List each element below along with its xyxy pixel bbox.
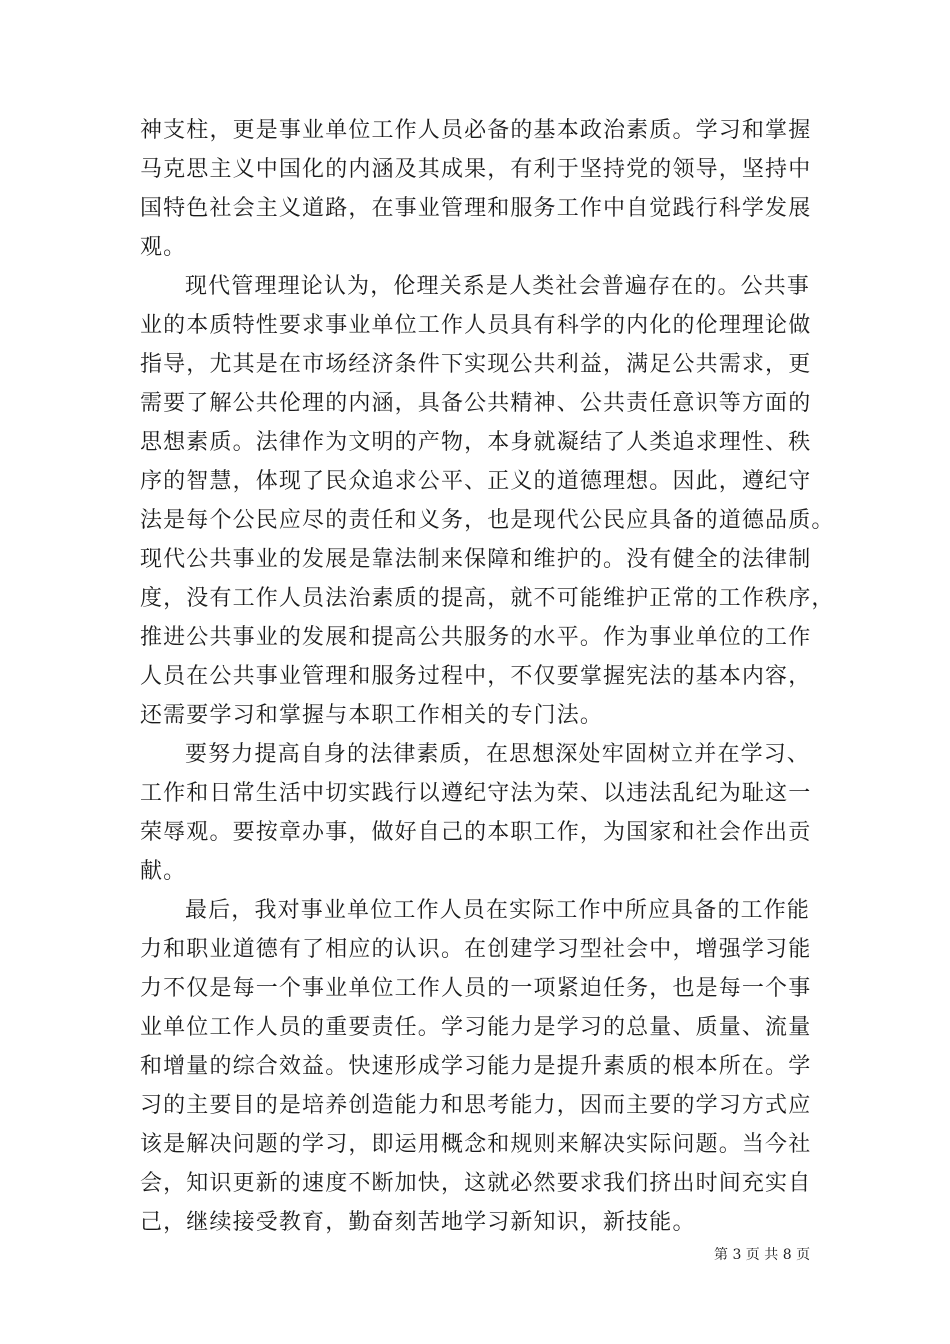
- text-line: 和增量的综合效益。快速形成学习能力是提升素质的根本所在。学: [140, 1054, 812, 1079]
- text-line: 观。: [140, 235, 187, 260]
- text-line: 指导，尤其是在市场经济条件下实现公共利益，满足公共需求，更: [140, 352, 812, 377]
- text-line: 人员在公共事业管理和服务过程中，不仅要掌握宪法的基本内容，: [140, 664, 812, 689]
- text-line: 神支柱，更是事业单位工作人员必备的基本政治素质。学习和掌握: [140, 118, 812, 143]
- text-line: 献。: [140, 859, 187, 884]
- text-line: 该是解决问题的学习，即运用概念和规则来解决实际问题。当今社: [140, 1132, 812, 1157]
- text-line: 马克思主义中国化的内涵及其成果，有利于坚持党的领导，坚持中: [140, 157, 812, 182]
- text-line: 推进公共事业的发展和提高公共服务的水平。作为事业单位的工作: [140, 625, 812, 650]
- text-line: 还需要学习和掌握与本职工作相关的专门法。: [140, 703, 604, 728]
- paragraph-first-line: 要努力提高自身的法律素质，在思想深处牢固树立并在学习、: [185, 742, 811, 767]
- text-line: 思想素质。法律作为文明的产物，本身就凝结了人类追求理性、秩: [140, 430, 812, 455]
- text-line: 力不仅是每一个事业单位工作人员的一项紧迫任务，也是每一个事: [140, 976, 812, 1001]
- text-line: 现代公共事业的发展是靠法制来保障和维护的。没有健全的法律制: [140, 547, 812, 572]
- text-line: 国特色社会主义道路，在事业管理和服务工作中自觉践行科学发展: [140, 196, 812, 221]
- text-line: 己，继续接受教育，勤奋刻苦地学习新知识，新技能。: [140, 1210, 696, 1235]
- page-number: 第 3 页 共 8 页: [714, 1247, 811, 1263]
- text-line: 力和职业道德有了相应的认识。在创建学习型社会中，增强学习能: [140, 937, 812, 962]
- paragraph-first-line: 现代管理理论认为，伦理关系是人类社会普遍存在的。公共事: [185, 274, 811, 299]
- text-line: 法是每个公民应尽的责任和义务，也是现代公民应具备的道德品质。: [140, 508, 835, 533]
- text-line: 度，没有工作人员法治素质的提高，就不可能维护正常的工作秩序，: [140, 586, 835, 611]
- text-line: 业的本质特性要求事业单位工作人员具有科学的内化的伦理理论做: [140, 313, 812, 338]
- paragraph-first-line: 最后，我对事业单位工作人员在实际工作中所应具备的工作能: [185, 898, 811, 923]
- text-line: 会，知识更新的速度不断加快，这就必然要求我们挤出时间充实自: [140, 1171, 812, 1196]
- text-line: 工作和日常生活中切实践行以遵纪守法为荣、以违法乱纪为耻这一: [140, 781, 812, 806]
- text-line: 业单位工作人员的重要责任。学习能力是学习的总量、质量、流量: [140, 1015, 812, 1040]
- text-line: 荣辱观。要按章办事，做好自己的本职工作，为国家和社会作出贡: [140, 820, 812, 845]
- text-line: 序的智慧，体现了民众追求公平、正义的道德理想。因此，遵纪守: [140, 469, 812, 494]
- text-line: 习的主要目的是培养创造能力和思考能力，因而主要的学习方式应: [140, 1093, 812, 1118]
- text-line: 需要了解公共伦理的内涵，具备公共精神、公共责任意识等方面的: [140, 391, 812, 416]
